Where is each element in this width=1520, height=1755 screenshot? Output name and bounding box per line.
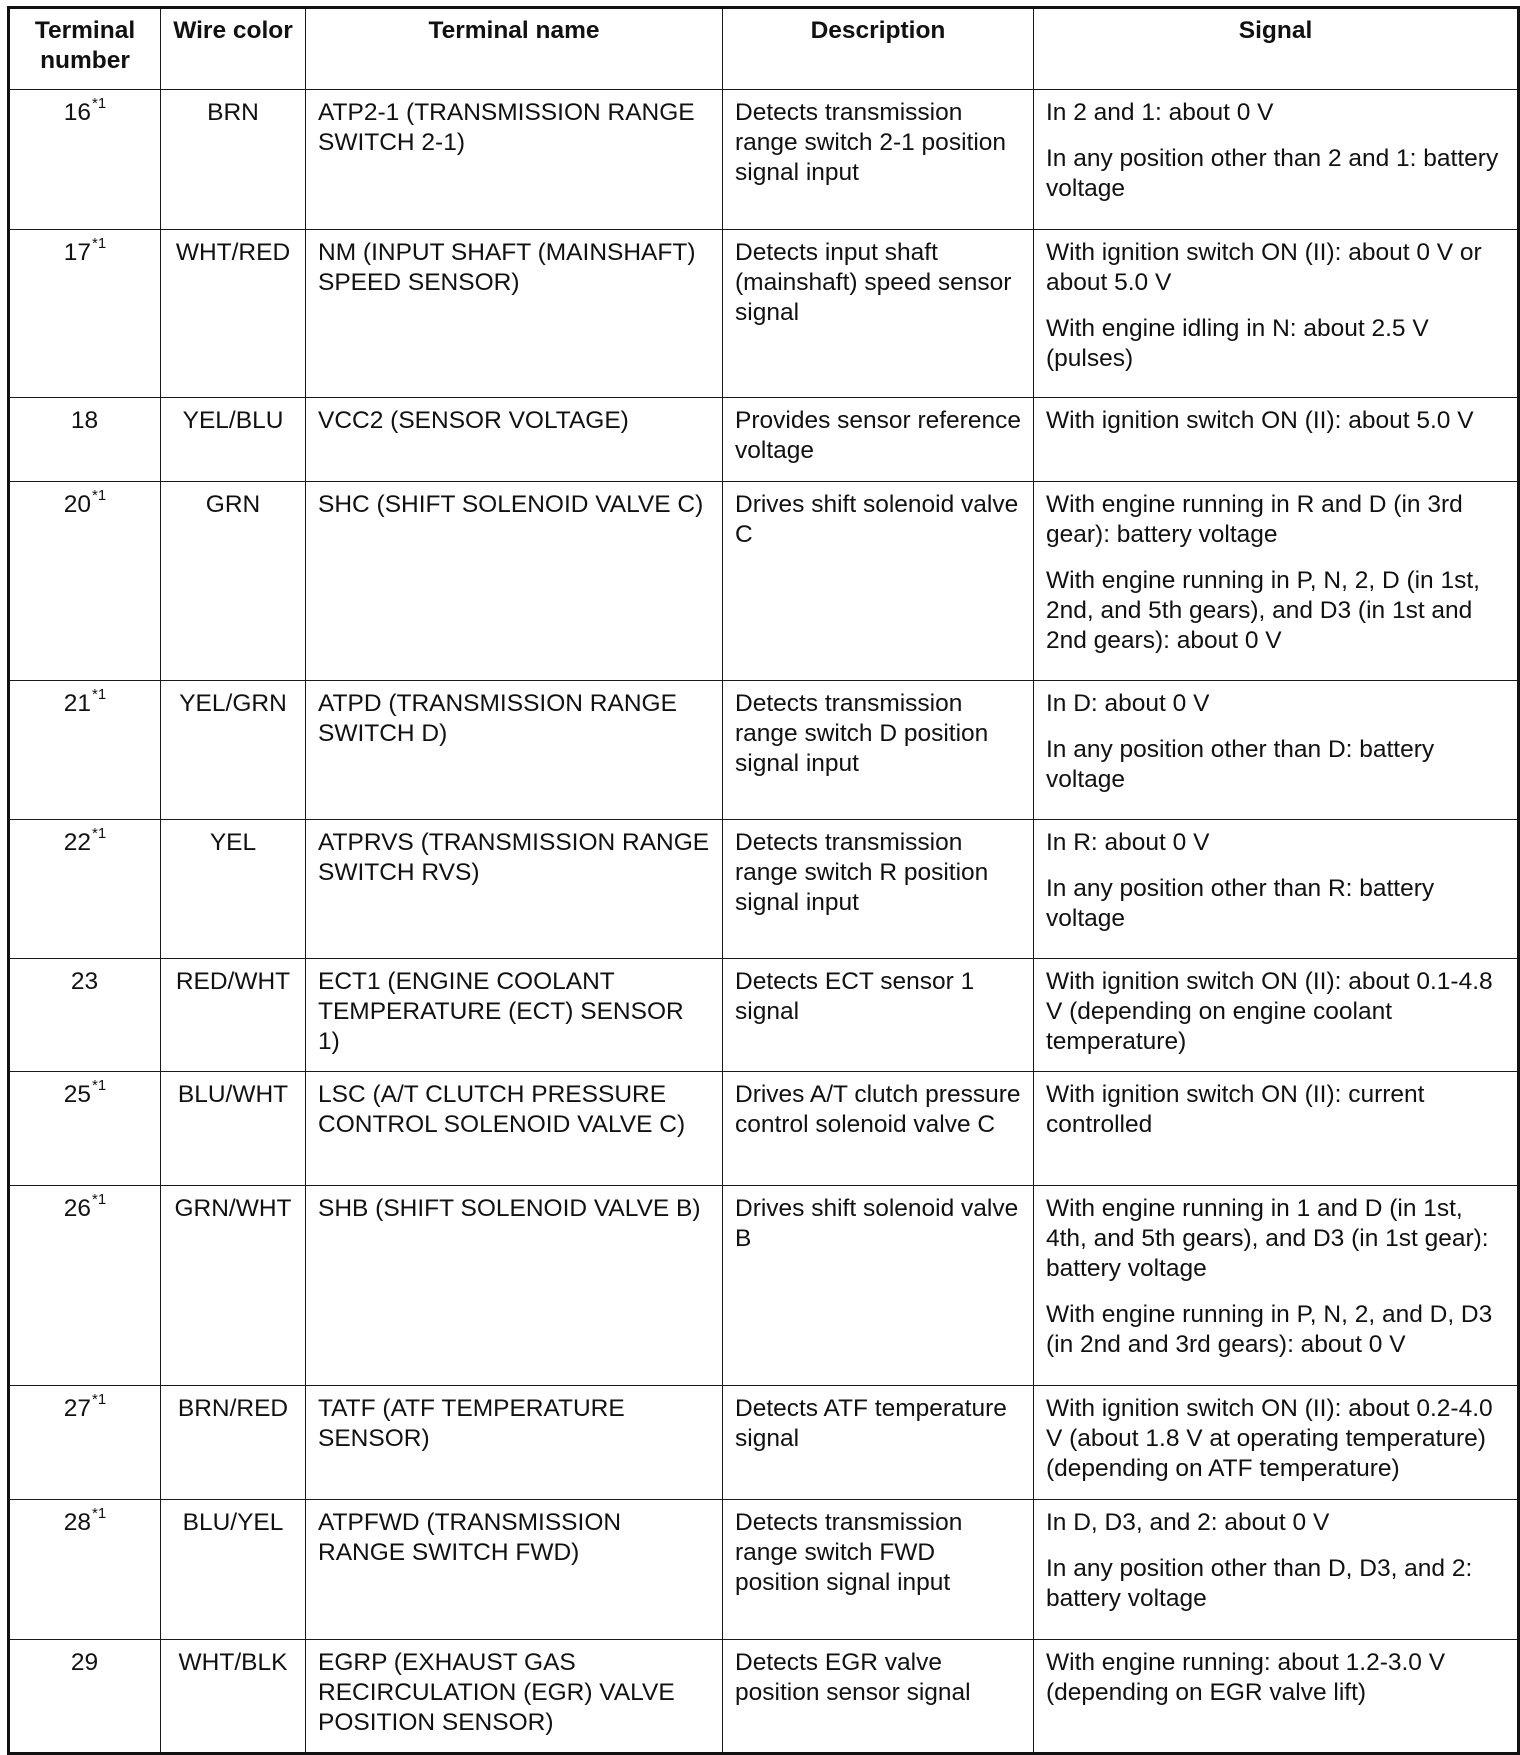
terminal-name: TATF (ATF TEMPERATURE SENSOR)	[306, 1386, 723, 1500]
description: Detects transmission range switch R position signal input	[723, 820, 1034, 959]
wire-color: YEL	[161, 820, 306, 959]
signal	[1034, 90, 1519, 230]
signal-line: In any position other than R: battery voltage	[1046, 875, 1435, 932]
terminal-name: VCC2 (SENSOR VOLTAGE)	[306, 398, 723, 482]
signal	[1034, 230, 1519, 398]
terminal-table	[7, 6, 1520, 1755]
table-row	[9, 1640, 1519, 1754]
table-row	[9, 230, 1519, 398]
terminal-number: 23	[70, 968, 99, 995]
signal-line: In D, D3, and 2: about 0 V	[1046, 1509, 1330, 1536]
description: Detects transmission range switch FWD position signal input	[723, 1500, 1034, 1640]
wire-color: BRN	[161, 90, 306, 230]
description: Detects ATF temperature signal	[723, 1386, 1034, 1500]
wire-color: GRN	[161, 482, 306, 681]
header-signal: Signal	[1034, 8, 1519, 90]
terminal-name: EGRP (EXHAUST GAS RECIRCULATION (EGR) VALVE POSITION SENSOR)	[306, 1640, 723, 1754]
signal-line: In R: about 0 V	[1046, 829, 1210, 856]
wire-color: WHT/RED	[161, 230, 306, 398]
terminal-number-cell	[9, 1072, 161, 1186]
terminal-name: NM (INPUT SHAFT (MAINSHAFT) SPEED SENSOR)	[306, 230, 723, 398]
terminal-number-cell	[9, 1500, 161, 1640]
terminal-number: 22	[63, 829, 92, 856]
terminal-number-cell	[9, 482, 161, 681]
signal	[1034, 681, 1519, 820]
footnote-mark: *1	[92, 1504, 107, 1522]
terminal-number-cell	[9, 820, 161, 959]
signal-line: In any position other than D: battery voltage	[1046, 736, 1435, 793]
wire-color: BLU/WHT	[161, 1072, 306, 1186]
terminal-number: 26	[63, 1195, 92, 1222]
wire-color: GRN/WHT	[161, 1186, 306, 1386]
terminal-number-cell	[9, 959, 161, 1072]
terminal-number-cell	[9, 1640, 161, 1754]
signal	[1034, 1386, 1519, 1500]
terminal-number-cell	[9, 1386, 161, 1500]
table-row	[9, 398, 1519, 482]
signal	[1034, 1072, 1519, 1186]
signal-line: With engine running in P, N, 2, D (in 1st, 2nd, and 5th gears), and D3 (in 1st and 2nd gears): about 0 V	[1046, 567, 1480, 654]
footnote-mark: *1	[92, 94, 107, 112]
wire-color: BLU/YEL	[161, 1500, 306, 1640]
terminal-name: LSC (A/T CLUTCH PRESSURE CONTROL SOLENOID VALVE C)	[306, 1072, 723, 1186]
signal-line: With ignition switch ON (II): about 0.2-4.0 V (about 1.8 V at operating temperature) (depending on ATF temperature)	[1046, 1395, 1493, 1482]
footnote-mark: *1	[92, 486, 107, 504]
wire-color: YEL/GRN	[161, 681, 306, 820]
signal-line: With engine running in R and D (in 3rd gear): battery voltage	[1046, 491, 1463, 548]
terminal-name: SHC (SHIFT SOLENOID VALVE C)	[306, 482, 723, 681]
signal	[1034, 1500, 1519, 1640]
terminal-number: 21	[63, 690, 92, 717]
terminal-number: 27	[63, 1395, 92, 1422]
description: Detects ECT sensor 1 signal	[723, 959, 1034, 1072]
description: Detects transmission range switch D position signal input	[723, 681, 1034, 820]
terminal-number-cell	[9, 1186, 161, 1386]
header-terminal-number: Terminal number	[9, 8, 161, 90]
terminal-number-cell	[9, 398, 161, 482]
description: Provides sensor reference voltage	[723, 398, 1034, 482]
description: Drives shift solenoid valve C	[723, 482, 1034, 681]
signal-line: With engine idling in N: about 2.5 V (pulses)	[1046, 315, 1429, 372]
header-row	[9, 8, 1519, 90]
table-row	[9, 1186, 1519, 1386]
terminal-number-cell	[9, 230, 161, 398]
wire-color: YEL/BLU	[161, 398, 306, 482]
signal-line: With ignition switch ON (II): about 0 V or about 5.0 V	[1046, 239, 1482, 296]
terminal-number: 25	[63, 1081, 92, 1108]
table-row	[9, 482, 1519, 681]
signal	[1034, 959, 1519, 1072]
signal-line: In any position other than D, D3, and 2: battery voltage	[1046, 1555, 1473, 1612]
terminal-number: 16	[63, 99, 92, 126]
wire-color: BRN/RED	[161, 1386, 306, 1500]
header-wire-color: Wire color	[161, 8, 306, 90]
table-row	[9, 959, 1519, 1072]
footnote-mark: *1	[92, 1390, 107, 1408]
terminal-number: 17	[63, 239, 92, 266]
table-row	[9, 90, 1519, 230]
header-description: Description	[723, 8, 1034, 90]
terminal-name: ATPD (TRANSMISSION RANGE SWITCH D)	[306, 681, 723, 820]
description: Detects transmission range switch 2-1 position signal input	[723, 90, 1034, 230]
wire-color: RED/WHT	[161, 959, 306, 1072]
terminal-number-cell	[9, 90, 161, 230]
terminal-name: ECT1 (ENGINE COOLANT TEMPERATURE (ECT) SENSOR 1)	[306, 959, 723, 1072]
signal-line: In 2 and 1: about 0 V	[1046, 99, 1274, 126]
description: Detects input shaft (mainshaft) speed sensor signal	[723, 230, 1034, 398]
terminal-name: ATPFWD (TRANSMISSION RANGE SWITCH FWD)	[306, 1500, 723, 1640]
terminal-number: 20	[63, 491, 92, 518]
wire-color: WHT/BLK	[161, 1640, 306, 1754]
terminal-number: 29	[70, 1649, 99, 1676]
terminal-name: SHB (SHIFT SOLENOID VALVE B)	[306, 1186, 723, 1386]
footnote-mark: *1	[92, 1190, 107, 1208]
footnote-mark: *1	[92, 685, 107, 703]
footnote-mark: *1	[92, 234, 107, 252]
signal-line: With engine running in P, N, 2, and D, D3 (in 2nd and 3rd gears): about 0 V	[1046, 1301, 1493, 1358]
terminal-number: 18	[70, 407, 99, 434]
signal-line: In any position other than 2 and 1: battery voltage	[1046, 145, 1499, 202]
signal-line: In D: about 0 V	[1046, 690, 1210, 717]
terminal-name: ATPRVS (TRANSMISSION RANGE SWITCH RVS)	[306, 820, 723, 959]
description: Drives A/T clutch pressure control solenoid valve C	[723, 1072, 1034, 1186]
table-row	[9, 681, 1519, 820]
table-row	[9, 1072, 1519, 1186]
terminal-number: 28	[63, 1509, 92, 1536]
footnote-mark: *1	[92, 1076, 107, 1094]
header-terminal-name: Terminal name	[306, 8, 723, 90]
table-row	[9, 1500, 1519, 1640]
signal-line: With ignition switch ON (II): about 0.1-4.8 V (depending on engine coolant temperature)	[1046, 968, 1493, 1055]
description: Drives shift solenoid valve B	[723, 1186, 1034, 1386]
signal-line: With ignition switch ON (II): about 5.0 V	[1046, 407, 1474, 434]
footnote-mark: *1	[92, 824, 107, 842]
description: Detects EGR valve position sensor signal	[723, 1640, 1034, 1754]
signal	[1034, 1186, 1519, 1386]
table-row	[9, 1386, 1519, 1500]
signal-line: With engine running: about 1.2-3.0 V (depending on EGR valve lift)	[1046, 1649, 1446, 1706]
signal	[1034, 1640, 1519, 1754]
signal	[1034, 398, 1519, 482]
table-row	[9, 820, 1519, 959]
signal	[1034, 820, 1519, 959]
terminal-number-cell	[9, 681, 161, 820]
terminal-name: ATP2-1 (TRANSMISSION RANGE SWITCH 2-1)	[306, 90, 723, 230]
signal-line: With ignition switch ON (II): current controlled	[1046, 1081, 1425, 1138]
signal-line: With engine running in 1 and D (in 1st, 4th, and 5th gears), and D3 (in 1st gear): battery voltage	[1046, 1195, 1489, 1282]
signal	[1034, 482, 1519, 681]
